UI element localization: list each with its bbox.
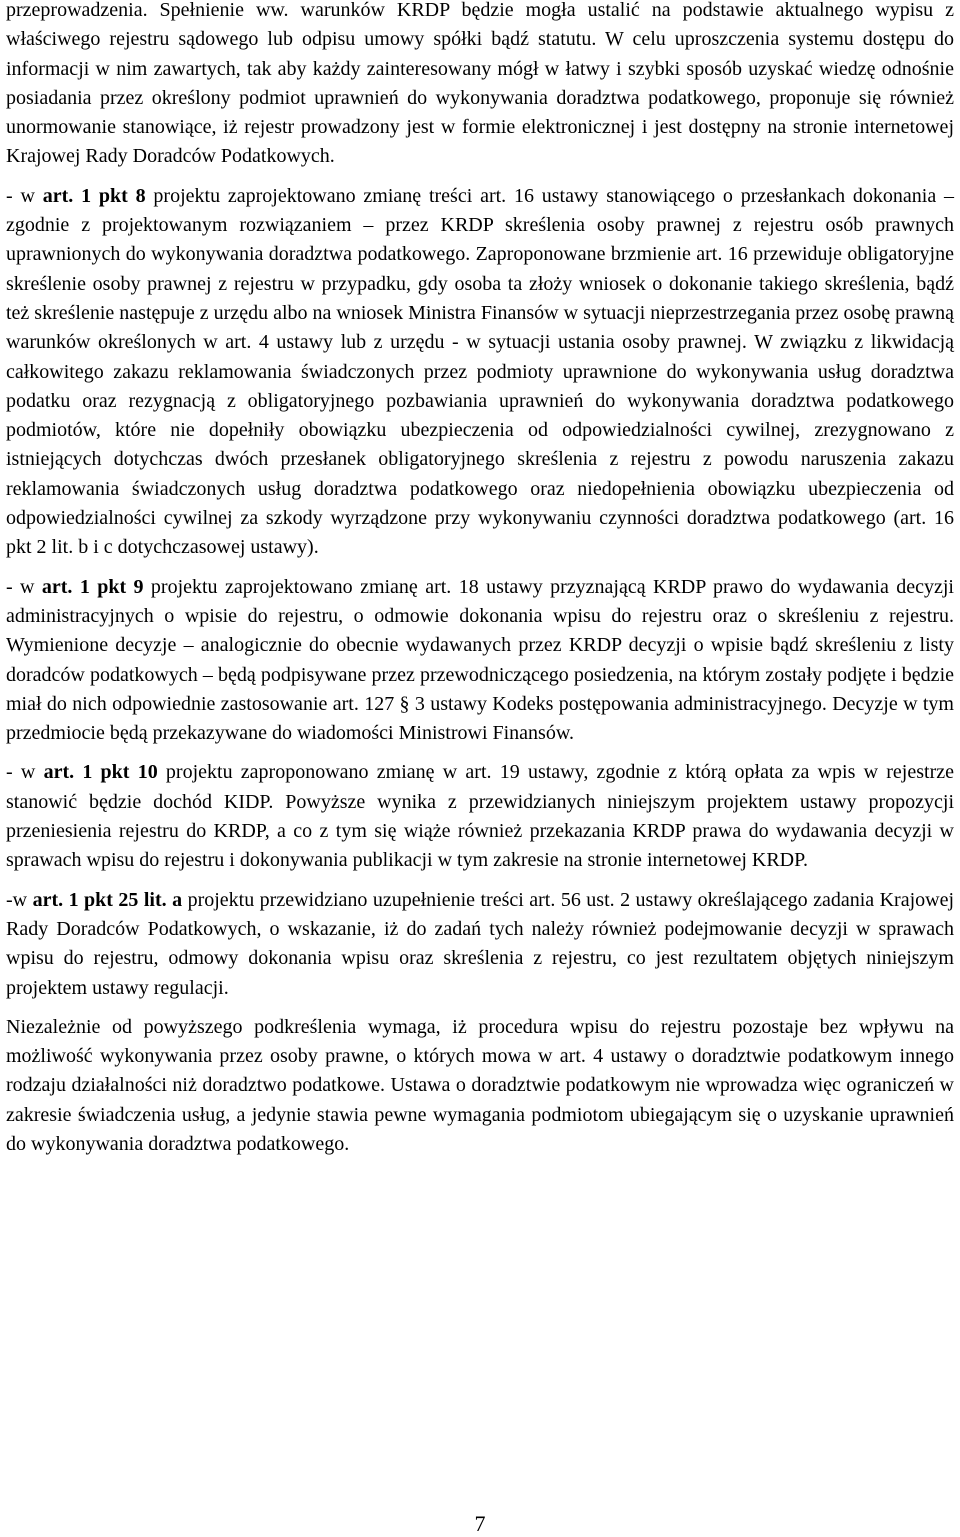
paragraph-art1-pkt25 — [6, 886, 954, 1003]
page-number: 7 — [474, 1511, 486, 1536]
paragraph-text: -w — [6, 888, 33, 911]
paragraph-text: projektu zaprojektowano zmianę treści art. 16 ustawy stanowiącego o przesłankach dokonania – zgodnie z projektowanym rozwiązaniem – przez KRDP skreślenia osoby prawnej z rejestru osób prawnych uprawnionych do wykonywania doradztwa podatkowego. Zaproponowane brzmienie art. 16 przewiduje obligatoryjne skreślenie osoby prawnej z rejestru w przypadku, gdy osoba ta złoży wniosek o dokonanie takiego skreślenia, bądź też skreślenie następuje z urzędu albo na wniosek Ministra Finansów w sytuacji nieprzestrzegania przez osobę prawną warunków określonych w art. 4 ustawy lub z urzędu - w sytuacji ustania osoby prawnej. W związku z likwidacją całkowitego zakazu reklamowania świadczonych przez podmioty uprawnione do wykonywania usług doradztwa podatku oraz rezygnacją z obligatoryjnego pozbawiania uprawnień do wykonywania doradztwa podatkowego podmiotów, które nie dopełniły obowiązku ubezpieczenia od odpowiedzialności cywilnej, zrezygnowano z istniejących dotychczas dwóch przesłanek obligatoryjnego skreślenia z rejestru z powodu naruszenia zakazu reklamowania świadczonych usług doradztwa podatkowego oraz niedopełnienia obowiązku ubezpieczenia od odpowiedzialności cywilnej za szkody wyrządzone przy wykonywaniu czynności doradztwa podatkowego (art. 16 pkt 2 lit. b i c dotychczasowej ustawy). — [6, 184, 955, 559]
bold-reference: 1 pkt 8 — [81, 184, 146, 207]
paragraph-conclusion — [6, 1013, 954, 1159]
paragraph-text: Niezależnie od powyższego podkreślenia wymaga, iż procedura wpisu do rejestru pozostaje bez wpływu na możliwość wykonywania przez osoby prawne, o których mowa w art. 4 ustawy o doradztwie podatkowym innego rodzaju działalności niż doradztwo podatkowe. Ustawa o doradztwie podatkowym nie wprowadza więc ograniczeń w zakresie świadczenia usług, a jedynie stawia pewne wymagania podmiotom ubiegającym się o uzyskanie uprawnień do wykonywania doradztwa podatkowego. — [6, 1015, 954, 1155]
paragraph-text: - w — [6, 761, 44, 784]
paragraph-text: projektu zaprojektowano zmianę art. 18 ustawy przyznającą KRDP prawo do wydawania decyzji administracyjnych o wpisie do rejestru, o odmowie dokonania wpisu do rejestru oraz o skreśleniu z rejestru. Wymienione decyzje – analogicznie do obecnie wydawanych przez KRDP decyzji o wpisie bądź skreśleniu z listy doradców podatkowych – będą podpisywane przez przewodniczącego posiedzenia, na którym zostały podjęte i będzie miał do nich odpowiednie zastosowanie art. 127 § 3 ustawy Kodeks postępowania administracyjnego. Decyzje w tym przedmiocie będą przekazywane do wiadomości Ministrowi Finansów. — [6, 575, 954, 745]
bold-reference: art. 1 pkt 10 — [43, 761, 158, 784]
document-body — [6, 0, 954, 1159]
bold-reference: art. — [42, 184, 74, 207]
paragraph-art1-pkt10 — [6, 758, 954, 875]
bold-reference: art. 1 pkt 25 lit. a — [32, 888, 183, 911]
bold-reference: art. 1 pkt 9 — [41, 575, 144, 598]
paragraph-text — [73, 185, 81, 207]
paragraph-text: przeprowadzenia. Spełnienie ww. warunków KRDP będzie mogła ustalić na podstawie aktualnego wypisu z właściwego rejestru sądowego lub odpisu umowy spółki bądź statutu. W celu uproszczenia systemu dostępu do informacji w nim zawartych, tak aby każdy zainteresowany mógł w łatwy i szybki sposób uzyskać wiedzę odnośnie posiadania przez określony podmiot uprawnień do wykonywania doradztwa podatkowego, proponuje się również unormowanie stanowiące, iż rejestr prowadzony jest w formie elektronicznej i jest dostępny na stronie internetowej Krajowej Rady Doradców Podatkowych. — [6, 0, 954, 168]
paragraph-text: projektu przewidziano uzupełnienie treści art. 56 ust. 2 ustawy określającego zadania Krajowej Rady Doradców Podatkowych, o wskazanie, iż do zadań tych należy również podejmowanie decyzji w sprawach wpisu do rejestru, odmowy dokonania wpisu oraz skreślenia z rejestru, co jest rezultatem objętych niniejszym projektem ustawy regulacji. — [6, 888, 955, 999]
paragraph-art1-pkt8 — [6, 182, 954, 563]
paragraph-text: projektu zaproponowano zmianę w art. 19 ustawy, zgodnie z którą opłata za wpis w rejestrze stanowić będzie dochód KIDP. Powyższe wynika z przewidzianych niniejszym projektem ustawy propozycji przeniesienia rejestru do KRDP, a co z tym się wiąże również przekazania KRDP prawa do wydawania decyzji w sprawach wpisu do rejestru i dokonywania publikacji w tym zakresie na stronie internetowej KRDP. — [6, 761, 954, 872]
paragraph-art1-pkt9 — [6, 573, 954, 749]
paragraph-text: - w — [6, 184, 43, 207]
paragraph-text: - w — [6, 575, 42, 598]
paragraph-registry-access — [6, 0, 954, 172]
